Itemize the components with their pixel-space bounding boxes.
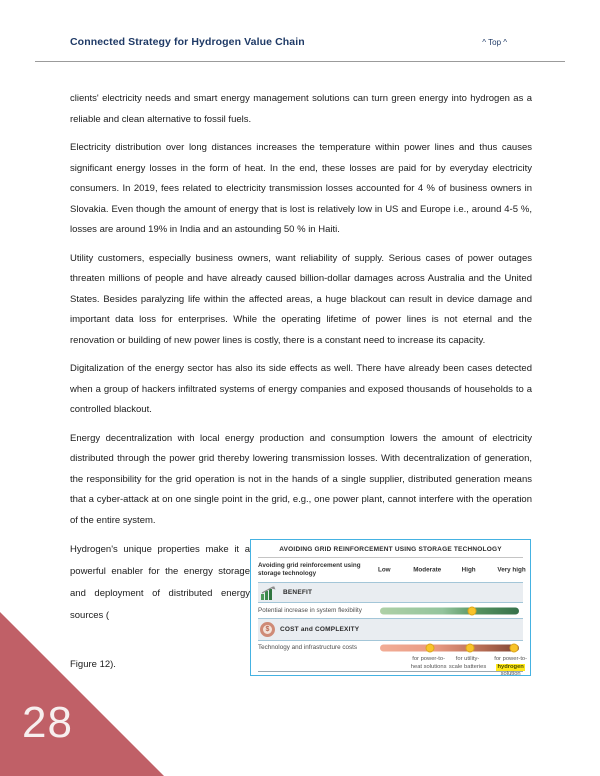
page-title: Connected Strategy for Hydrogen Value Chain — [70, 36, 305, 48]
paragraph-3: Utility customers, especially business owners, want reliability of supply. Serious cases of power outages threaten millions of people and have already caused billion-dollar damages across Australia and the United States. Besides paralyzing life within the affected areas, a huge blackout can result in device damage and important data loss for enterprises. While the operating lifetime of power lines is not eternal and the renovation or building of new power lines is costly, there is a constant need to increase its capacity. — [70, 252, 532, 346]
figure-12-chart — [250, 539, 531, 676]
cost-section-row — [258, 619, 523, 641]
figure-reference: Figure 12). — [70, 659, 116, 670]
marker-label-heat-line2: heat solutions — [410, 663, 447, 670]
marker-label-hydrogen — [483, 656, 539, 679]
cost-gradient-bar — [380, 644, 519, 651]
figure-row-header: Avoiding grid reinforcement using storage technology — [258, 562, 361, 577]
cost-row-label: Technology and infrastructure costs — [258, 643, 358, 651]
paragraph-4: Digitalization of the energy sector has also its side effects as well. There have already been cases detected when a group of hackers infiltrated systems of energy companies and exposed thousands of households to a controlled blackout. — [70, 363, 532, 415]
cost-marker-hydrogen — [510, 643, 519, 652]
benefit-section-label: BENEFIT — [283, 589, 313, 596]
scale-label-very-high: Very high — [497, 566, 526, 574]
paragraph-1: clients' electricity needs and smart energy management solutions can turn green energy into hydrogen as a reliable and clean alternative to fossil fuels. — [70, 93, 532, 125]
benefit-section-row — [258, 583, 523, 603]
page-number: 28 — [22, 698, 73, 747]
bar-chart-icon — [260, 586, 278, 600]
cost-marker-heat — [426, 643, 435, 652]
scale-label-high: High — [461, 566, 476, 574]
bottom-section — [70, 539, 532, 699]
benefit-marker — [467, 606, 476, 615]
cost-row — [258, 641, 523, 654]
aside-text: Hydrogen's unique properties make it a powerful enabler for the energy storage and deployment of distributed energy sources ( — [70, 544, 250, 621]
flexibility-row-label: Potential increase in system flexibility — [258, 606, 362, 614]
marker-label-hydrogen-highlight: hydrogen — [497, 663, 524, 670]
scale-labels — [377, 558, 526, 582]
paragraph-2: Electricity distribution over long distances increases the temperature within power lines and thus causes significant energy losses in the form of heat. In the end, these losses are paid for by everyday electricity consumers. In 2019, fees related to electricity transmission losses accounted for 4 % of business owners in Slovakia. Even though the amount of energy that is lost is relatively low in US and Europe i.e., around 4-5 %, losses are around 19% in India and an astounding 50 % in Haiti. — [70, 142, 532, 235]
marker-label-hydrogen-pre: for power-to- — [494, 656, 528, 662]
figure-title: AVOIDING GRID REINFORCEMENT USING STORAGE TECHNOLOGY — [258, 544, 523, 558]
cost-marker-batteries — [466, 643, 475, 652]
top-link[interactable]: ^ Top ^ — [482, 38, 507, 47]
coin-icon: $ — [260, 622, 275, 637]
page-header — [0, 0, 600, 61]
flexibility-row — [258, 603, 523, 619]
cost-section-label: COST and COMPLEXITY — [280, 626, 360, 633]
body-content — [0, 62, 600, 699]
marker-label-batteries-line2: scale batteries — [448, 663, 487, 670]
aside-column — [70, 539, 250, 676]
marker-label-hydrogen-post: solution — [500, 671, 521, 677]
scale-label-low: Low — [377, 566, 391, 574]
marker-labels-row — [380, 654, 528, 677]
paragraph-5: Energy decentralization with local energy production and consumption lowers the amount of electricity distributed through the power grid thereby lowering transmission losses. With decentralization of generation, the responsibility for the grid operation is not in the hands of a single supplier, distributed generation means that a cyber-attack at on one single point in the grid, e.g., one power plant, cannot interfere with the operation of the entire system. — [70, 432, 532, 526]
marker-label-batteries-line1: for utility- — [455, 656, 480, 662]
scale-label-moderate: Moderate — [413, 566, 442, 574]
benefit-bar — [380, 603, 523, 618]
marker-label-heat-line1: for power-to- — [412, 656, 446, 662]
figure-header-row — [258, 558, 526, 583]
benefit-gradient-bar — [380, 607, 519, 614]
cost-bar — [380, 641, 523, 654]
